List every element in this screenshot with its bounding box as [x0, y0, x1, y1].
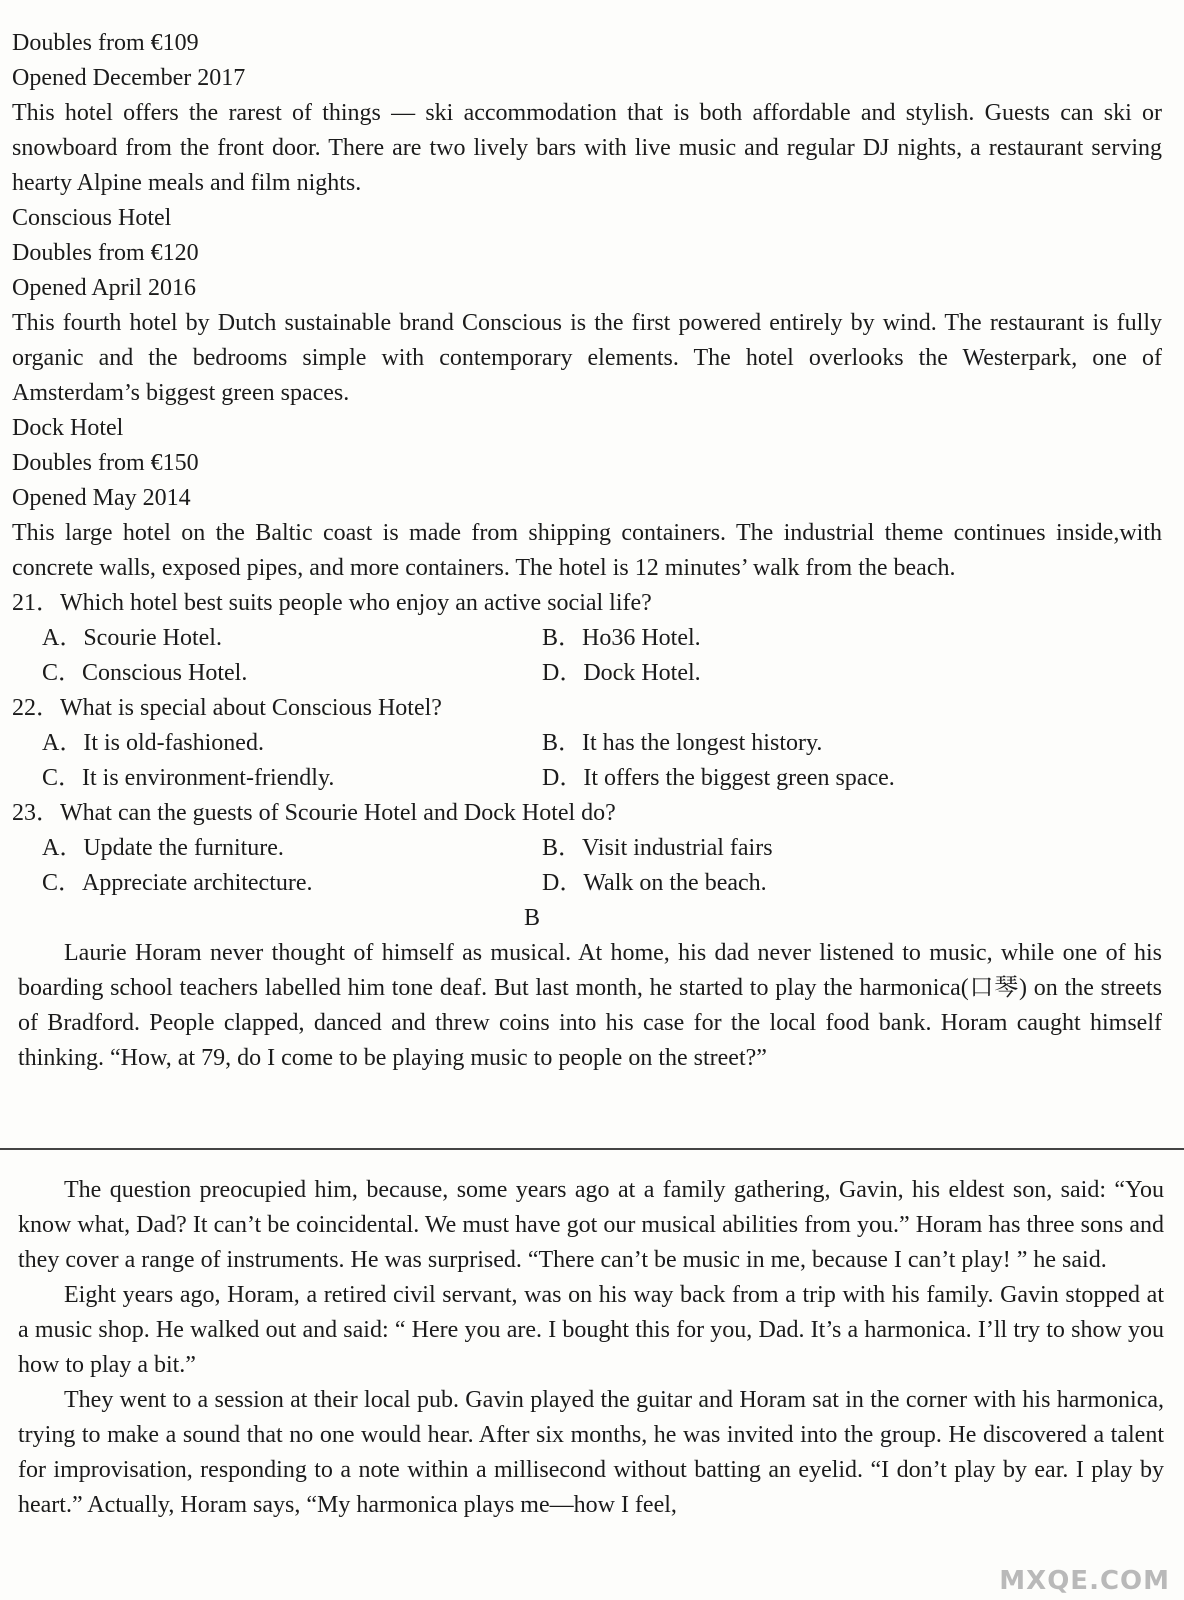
page-divider [0, 1148, 1184, 1150]
question-23-option-a: A．Update the furniture. [42, 835, 284, 861]
question-22-options [42, 726, 1162, 796]
section-b-paragraph-2: The question preocupied him, because, some years ago at a family gathering, Gavin, his eldest son, said: “You know what, Dad? It can’t be coincidental. We must have got our musical abilities from you.” Horam has three sons and they cover a range of instruments. He was surprised. “There can’t be music in me, because I can’t play! ” he said. [18, 1177, 1164, 1273]
section-b-heading: B [523, 905, 540, 931]
question-21-stem: 21．Which hotel best suits people who enjoy an active social life? [12, 590, 652, 616]
hotel-1-description: This hotel offers the rarest of things — ski accommodation that is both affordable and stylish. Guests can ski or snowboard from the front door. There are two lively bars with live music and regular DJ nights, a restaurant serving hearty Alpine meals and film nights. [12, 100, 1162, 196]
hotel-3-price: Doubles from €150 [12, 450, 199, 476]
question-22-option-c: C．It is environment-friendly. [42, 765, 335, 791]
question-21-option-b: B．Ho36 Hotel. [542, 625, 701, 651]
question-22-option-d: D．It offers the biggest green space. [542, 765, 895, 791]
question-22-stem: 22．What is special about Conscious Hotel? [12, 695, 442, 721]
hotel-2-name: Conscious Hotel [12, 205, 172, 231]
question-22-option-a: A．It is old-fashioned. [42, 730, 264, 756]
hotel-3-opened: Opened May 2014 [12, 485, 191, 511]
upper-page [12, 26, 1162, 1076]
section-b-paragraph-1: Laurie Horam never thought of himself as musical. At home, his dad never listened to music, while one of his boarding school teachers labelled him tone deaf. But last month, he started to play the harmonica(口琴) on the streets of Bradford. People clapped, danced and threw coins into his case for the local food bank. Horam caught himself thinking. “How, at 79, do I come to be playing music to people on the street?” [18, 940, 1162, 1071]
section-b-paragraph-4: They went to a session at their local pub. Gavin played the guitar and Horam sat in the corner with his harmonica, trying to make a sound that no one would hear. After six months, he was invited into the group. He discovered a talent for improvisation, responding to a note within a millisecond without batting an eyelid. “I don’t play by ear. I play by heart.” Actually, Horam says, “My harmonica plays me—how I feel, [18, 1387, 1164, 1518]
question-21-option-a: A．Scourie Hotel. [42, 625, 222, 651]
hotel-2-opened: Opened April 2016 [12, 275, 196, 301]
question-23-options [42, 831, 1162, 901]
lower-page [12, 1173, 1164, 1523]
question-21-option-d: D．Dock Hotel. [542, 660, 701, 686]
hotel-2-price: Doubles from €120 [12, 240, 199, 266]
question-23-option-d: D．Walk on the beach. [542, 870, 767, 896]
watermark: MXQE.COM [999, 1566, 1170, 1596]
hotel-3-name: Dock Hotel [12, 415, 124, 441]
question-22-option-b: B．It has the longest history. [542, 730, 823, 756]
hotel-2-description: This fourth hotel by Dutch sustainable brand Conscious is the first powered entirely by wind. The restaurant is fully organic and the bedrooms simple with contemporary elements. The hotel overlooks the Westerpark, one of Amsterdam’s biggest green spaces. [12, 310, 1162, 406]
hotel-1-opened: Opened December 2017 [12, 65, 246, 91]
question-21-options [42, 621, 1162, 691]
question-21-option-c: C．Conscious Hotel. [42, 660, 248, 686]
hotel-1-price: Doubles from €109 [12, 30, 199, 56]
hotel-3-description: This large hotel on the Baltic coast is made from shipping containers. The industrial theme continues inside,with concrete walls, exposed pipes, and more containers. The hotel is 12 minutes’ walk from the beach. [12, 520, 1162, 581]
question-23-option-b: B．Visit industrial fairs [542, 835, 773, 861]
question-23-option-c: C．Appreciate architecture. [42, 870, 313, 896]
question-23-stem: 23．What can the guests of Scourie Hotel and Dock Hotel do? [12, 800, 616, 826]
section-b-paragraph-3: Eight years ago, Horam, a retired civil servant, was on his way back from a trip with his family. Gavin stopped at a music shop. He walked out and said: “ Here you are. I bought this for you, Dad. It’s a harmonica. I’ll try to show you how to play a bit.” [18, 1282, 1164, 1378]
